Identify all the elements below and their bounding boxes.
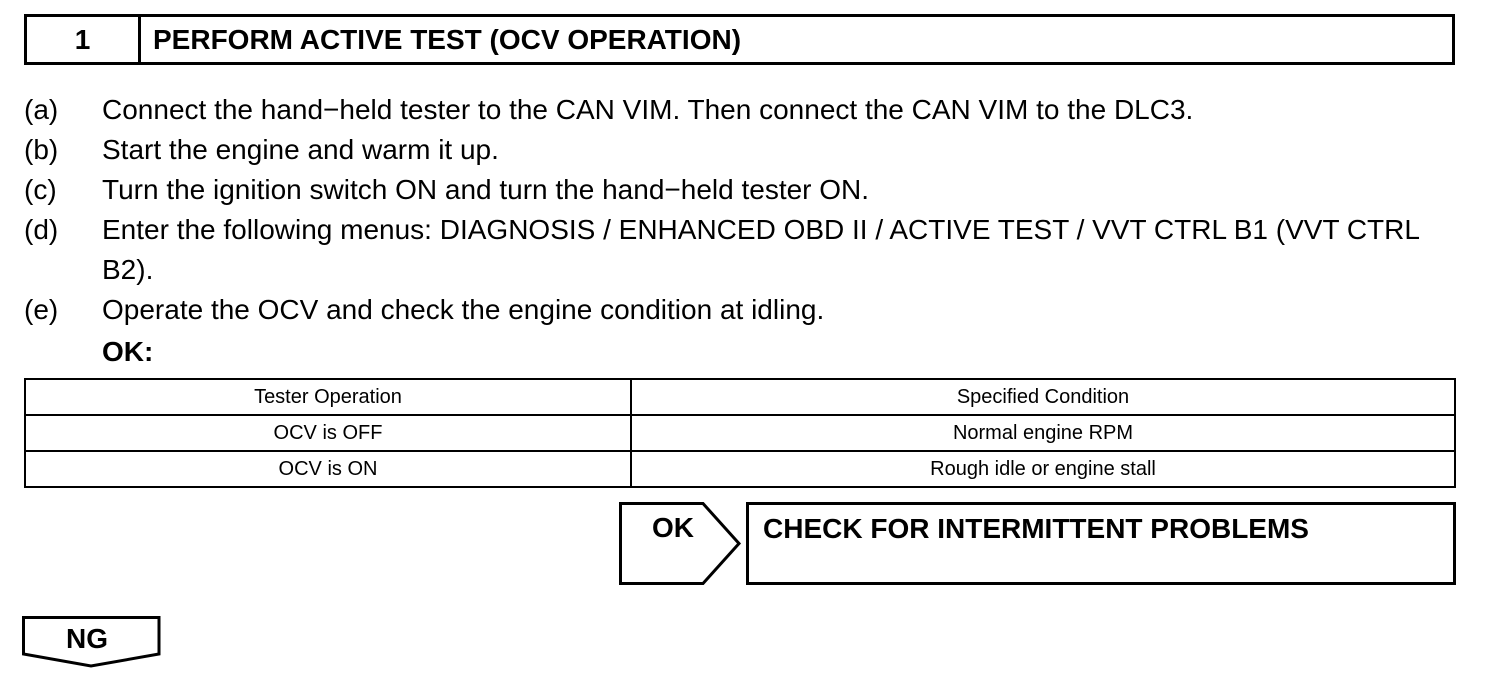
step-letter: (b) bbox=[24, 134, 59, 165]
step-number: 1 bbox=[27, 17, 141, 62]
column-header: Tester Operation bbox=[25, 379, 631, 415]
ok-arrow-box bbox=[619, 502, 743, 585]
step-text: Enter the following menus: DIAGNOSIS / ENHANCED OBD II / ACTIVE TEST / VVT CTRL B1 (VVT CTRL B2). bbox=[102, 214, 1419, 285]
table-cell: Rough idle or engine stall bbox=[631, 451, 1455, 487]
table-cell: OCV is ON bbox=[25, 451, 631, 487]
step-letter: (c) bbox=[24, 174, 57, 205]
table-row bbox=[25, 415, 1455, 451]
step-title: PERFORM ACTIVE TEST (OCV OPERATION) bbox=[153, 23, 742, 55]
ok-label: OK bbox=[652, 512, 694, 543]
step-letter: (e) bbox=[24, 294, 59, 325]
ok-result-text: CHECK FOR INTERMITTENT PROBLEMS bbox=[763, 513, 1309, 544]
ok-result-box bbox=[746, 502, 1456, 585]
step-item bbox=[24, 90, 1464, 130]
ng-label: NG bbox=[66, 623, 108, 654]
ng-arrow-box bbox=[22, 616, 162, 668]
step-text: Start the engine and warm it up. bbox=[102, 134, 499, 165]
ok-criteria-label: OK: bbox=[102, 336, 154, 367]
step-header bbox=[24, 14, 1455, 65]
table-header-row bbox=[25, 379, 1455, 415]
table-cell: OCV is OFF bbox=[25, 415, 631, 451]
table-row bbox=[25, 451, 1455, 487]
step-item bbox=[24, 130, 1464, 170]
step-item bbox=[24, 290, 1464, 330]
table-cell: Normal engine RPM bbox=[631, 415, 1455, 451]
column-header: Specified Condition bbox=[631, 379, 1455, 415]
step-letter: (a) bbox=[24, 94, 59, 125]
step-letter: (d) bbox=[24, 214, 59, 245]
spec-table bbox=[24, 378, 1456, 488]
step-item bbox=[24, 210, 1464, 290]
step-item bbox=[24, 170, 1464, 210]
step-text: Turn the ignition switch ON and turn the hand−held tester ON. bbox=[102, 174, 870, 205]
procedure-steps bbox=[24, 90, 1464, 330]
step-text: Operate the OCV and check the engine condition at idling. bbox=[102, 294, 825, 325]
step-text: Connect the hand−held tester to the CAN VIM. Then connect the CAN VIM to the DLC3. bbox=[102, 94, 1194, 125]
